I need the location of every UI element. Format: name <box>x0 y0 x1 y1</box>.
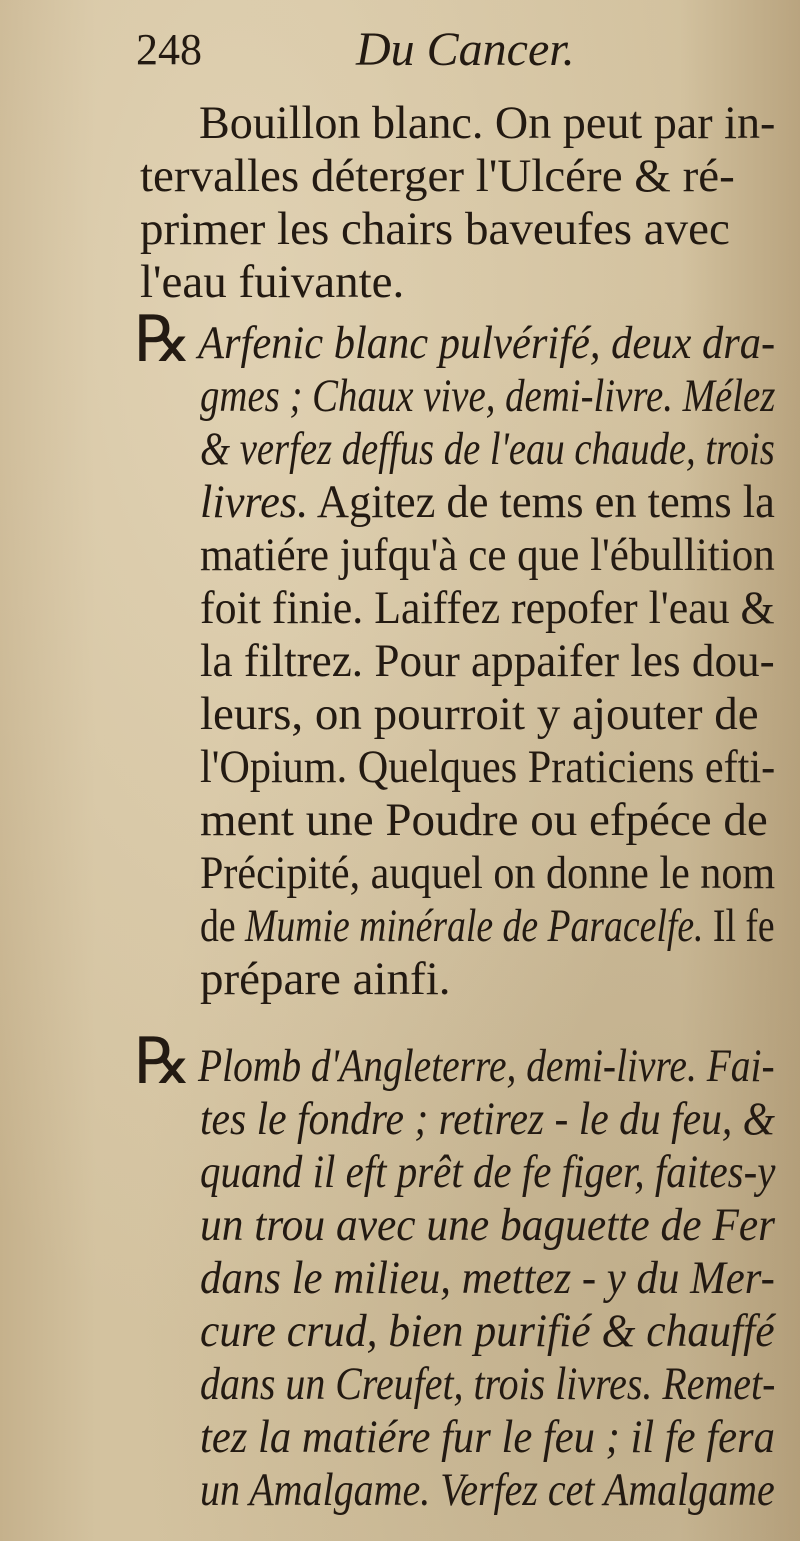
recipe-line: ment une Poudre ou efpéce de <box>200 794 768 846</box>
recipe-line: leurs, on pourroit y ajouter de <box>200 688 759 740</box>
recipe-line-italic: Mumie minérale de Paracelfe. <box>245 900 704 952</box>
running-head <box>0 18 800 78</box>
text-line: Bouillon blanc. On peut par in- <box>199 97 776 149</box>
recipe-line: matiére jufqu'à ce que l'ébullition <box>200 529 775 581</box>
recipe-line: tes le fondre ; retirez - le du feu, & <box>200 1093 776 1145</box>
recipe-symbol: ℞ <box>134 304 192 375</box>
text-line: primer les chairs baveufes avec <box>140 203 730 255</box>
recipe-line: la filtrez. Pour appaifer les dou- <box>200 635 775 687</box>
recipe-line-roman: de <box>200 900 236 952</box>
recipe-line: dans le milieu, mettez - y du Mer- <box>200 1252 775 1304</box>
recipe-line-italic: livres. <box>200 476 309 528</box>
recipe-line <box>200 476 775 528</box>
recipe-line: dans un Creufet, trois livres. Remet- <box>200 1358 776 1410</box>
recipe-line: foit finie. Laiffez repofer l'eau & <box>200 582 775 634</box>
recipe-line: Plomb d'Angleterre, demi-livre. Fai- <box>198 1040 775 1092</box>
recipe-line: prépare ainfi. <box>200 953 451 1005</box>
recipe-line: quand il eft prêt de fe figer, faites-y <box>200 1146 776 1198</box>
recipe-line: Précipité, auquel on donne le nom <box>200 847 776 899</box>
recipe-symbol: ℞ <box>134 1026 192 1097</box>
recipe-line: un Amalgame. Verfez cet Amalgame <box>200 1464 775 1516</box>
text-line: l'eau fuivante. <box>140 256 405 308</box>
recipe-line: un trou avec une baguette de Fer <box>200 1199 776 1251</box>
recipe-line-roman: Agitez de tems en tems la <box>316 476 775 528</box>
recipe-line: l'Opium. Quelques Praticiens efti- <box>200 741 776 793</box>
recipe-line: cure crud, bien purifié & chauffé <box>200 1305 775 1357</box>
recipe-line <box>200 900 775 952</box>
recipe-line-roman: Il fe <box>712 900 775 952</box>
recipe-line: Arfenic blanc pulvérifé, deux dra- <box>198 317 776 369</box>
recipe-line: & verfez deffus de l'eau chaude, trois <box>200 423 775 475</box>
recipe-line: gmes ; Chaux vive, demi-livre. Mélez <box>200 370 776 422</box>
running-title: Du Cancer. <box>356 23 575 76</box>
text-line: tervalles déterger l'Ulcére & ré- <box>140 150 735 202</box>
recipe-line: tez la matiére fur le feu ; il fe fera <box>200 1411 775 1463</box>
page-number: 248 <box>136 25 202 74</box>
